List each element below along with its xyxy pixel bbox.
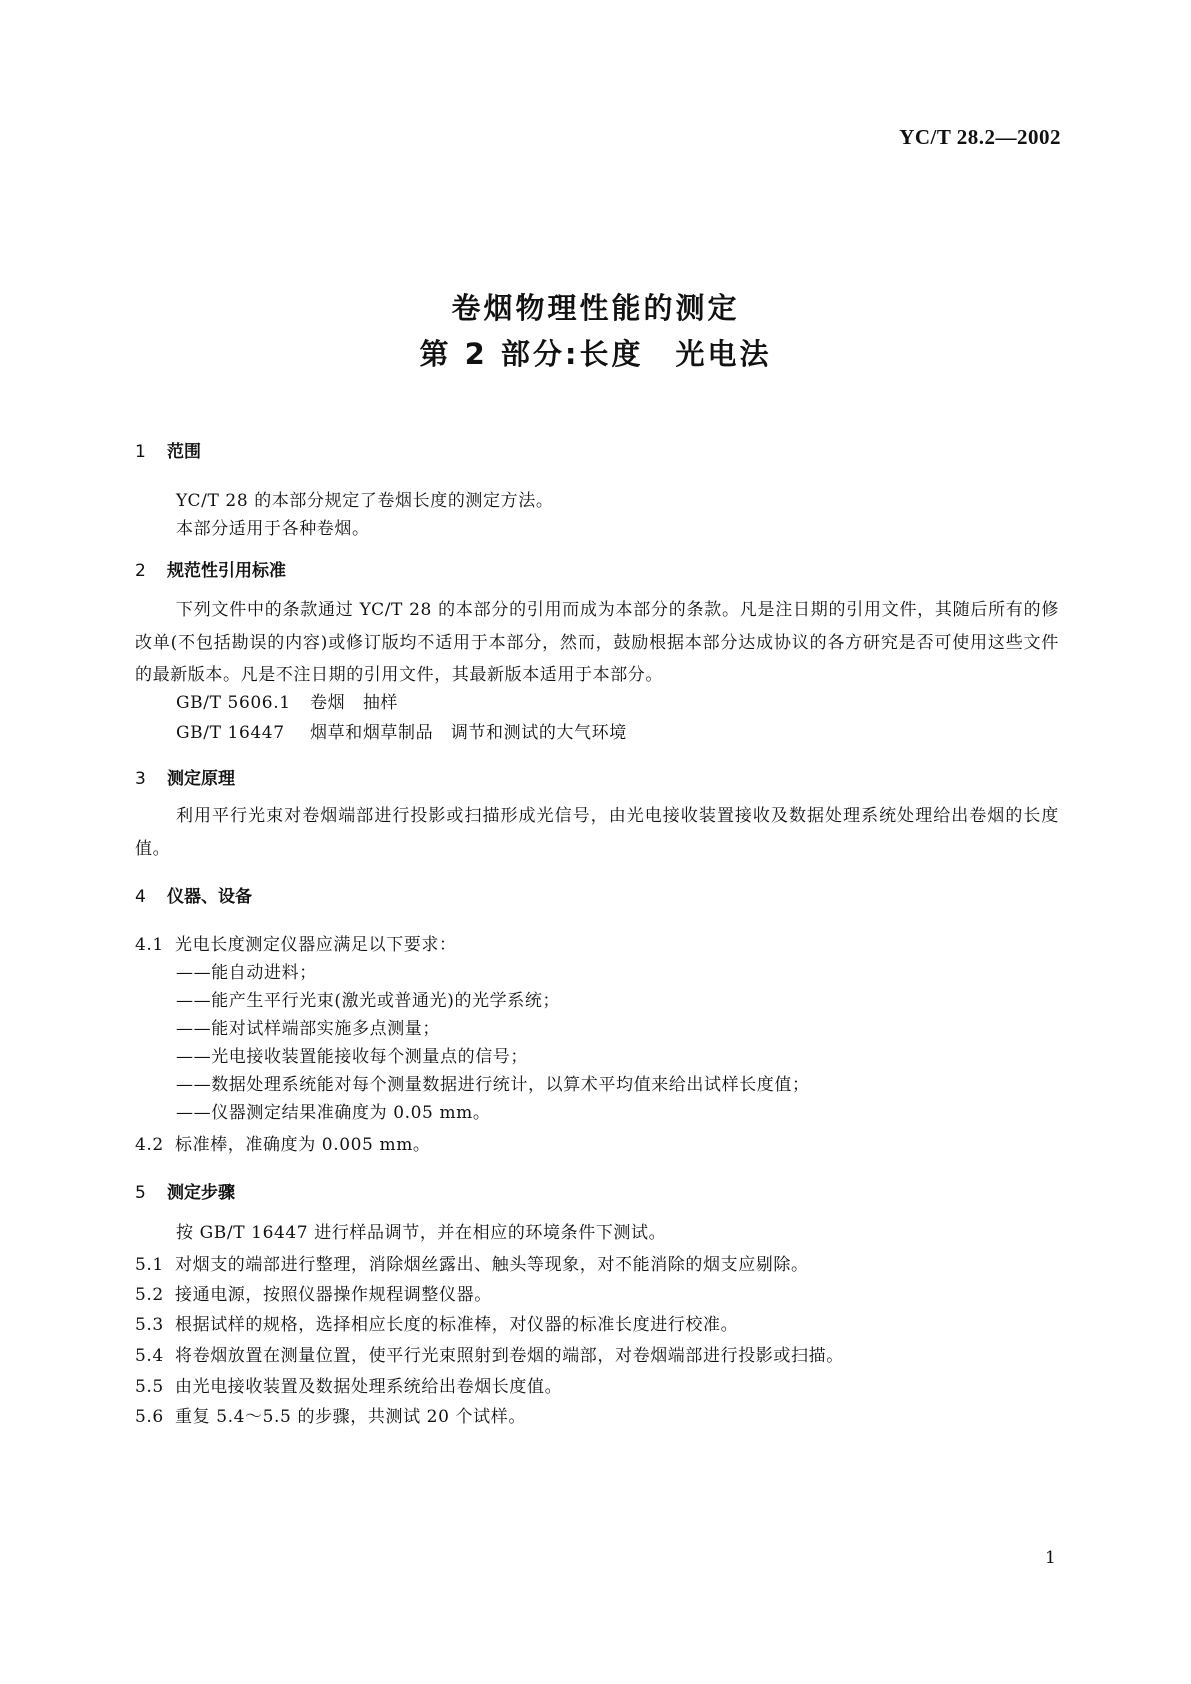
step-number: 5.4 — [135, 1346, 164, 1366]
step-item — [135, 1310, 738, 1335]
section-title: 仪器、设备 — [167, 887, 252, 907]
step-number: 5.2 — [135, 1285, 164, 1305]
section-number: 5 — [135, 1183, 146, 1203]
section-heading-5 — [135, 1178, 235, 1203]
clause-number: 4.2 — [135, 1135, 164, 1155]
section-number: 4 — [135, 887, 146, 907]
reference-item — [176, 688, 398, 713]
step-number: 5.3 — [135, 1315, 164, 1335]
paragraph: 按 GB/T 16447 进行样品调节，并在相应的环境条件下测试。 — [176, 1223, 667, 1243]
requirement-item: ——能产生平行光束(激光或普通光)的光学系统； — [176, 991, 561, 1011]
step-text: 根据试样的规格，选择相应长度的标准棒，对仪器的标准长度进行校准。 — [175, 1315, 739, 1335]
clause-item — [135, 1130, 431, 1155]
step-text: 对烟支的端部进行整理，消除烟丝露出、触头等现象，对不能消除的烟支应剔除。 — [175, 1255, 809, 1275]
paragraph: 下列文件中的条款通过 YC/T 28 的本部分的引用而成为本部分的条款。凡是注日期的引用文件，其随后所有的修改单(不包括勘误的内容)或修订版均不适用于本部分，然而，鼓励根据本部分达成协议的各方研究是否可使用这些文件的最新版本。凡是不注日期的引用文件，其最新版本适用于本部分。 — [135, 600, 1059, 685]
step-text: 重复 5.4～5.5 的步骤，共测试 20 个试样。 — [175, 1407, 526, 1427]
step-text: 将卷烟放置在测量位置，使平行光束照射到卷烟的端部，对卷烟端部进行投影或扫描。 — [175, 1346, 844, 1366]
section-title: 规范性引用标准 — [167, 561, 286, 581]
section-number: 1 — [135, 442, 146, 462]
section-number: 2 — [135, 561, 146, 581]
reference-code: GB/T 16447 — [176, 723, 285, 743]
requirement-item: ——仪器测定结果准确度为 0.05 mm。 — [176, 1103, 491, 1123]
reference-code: GB/T 5606.1 — [176, 693, 291, 713]
step-number: 5.5 — [135, 1377, 164, 1397]
paragraph: YC/T 28 的本部分规定了卷烟长度的测定方法。 — [176, 491, 554, 511]
section-title: 范围 — [167, 442, 201, 462]
section-heading-2 — [135, 556, 286, 581]
document-title: 卷烟物理性能的测定 — [451, 291, 740, 325]
paragraph: 利用平行光束对卷烟端部进行投影或扫描形成光信号，由光电接收装置接收及数据处理系统处理给出卷烟的长度值。 — [135, 806, 1059, 859]
clause-item — [135, 930, 457, 955]
standard-code: YC/T 28.2—2002 — [899, 125, 1061, 149]
page-number: 1 — [1045, 1548, 1056, 1568]
reference-title: 卷烟 抽样 — [310, 693, 399, 713]
section-heading-1 — [135, 437, 201, 462]
reference-item — [176, 718, 627, 743]
step-text: 由光电接收装置及数据处理系统给出卷烟长度值。 — [175, 1377, 563, 1397]
step-item — [135, 1250, 809, 1275]
step-item — [135, 1341, 844, 1366]
section-title: 测定原理 — [167, 769, 235, 789]
section-number: 3 — [135, 769, 146, 789]
section-title: 测定步骤 — [167, 1183, 235, 1203]
requirement-item: ——数据处理系统能对每个测量数据进行统计，以算术平均值来给出试样长度值； — [176, 1075, 810, 1095]
requirement-item: ——能对试样端部实施多点测量； — [176, 1019, 440, 1039]
clause-number: 4.1 — [135, 935, 164, 955]
paragraph: 本部分适用于各种卷烟。 — [176, 519, 370, 539]
section-heading-3 — [135, 764, 235, 789]
requirement-item: ——光电接收装置能接收每个测量点的信号； — [176, 1047, 528, 1067]
requirement-item: ——能自动进料； — [176, 963, 317, 983]
step-text: 接通电源，按照仪器操作规程调整仪器。 — [175, 1285, 492, 1305]
section-heading-4 — [135, 882, 252, 907]
step-number: 5.1 — [135, 1255, 164, 1275]
step-item — [135, 1402, 526, 1427]
clause-text: 标准棒，准确度为 0.005 mm。 — [175, 1135, 431, 1155]
document-subtitle: 第 2 部分:长度 光电法 — [419, 337, 772, 371]
reference-title: 烟草和烟草制品 调节和测试的大气环境 — [310, 723, 627, 743]
step-number: 5.6 — [135, 1407, 164, 1427]
step-item — [135, 1280, 492, 1305]
clause-text: 光电长度测定仪器应满足以下要求： — [175, 935, 457, 955]
step-item — [135, 1372, 562, 1397]
